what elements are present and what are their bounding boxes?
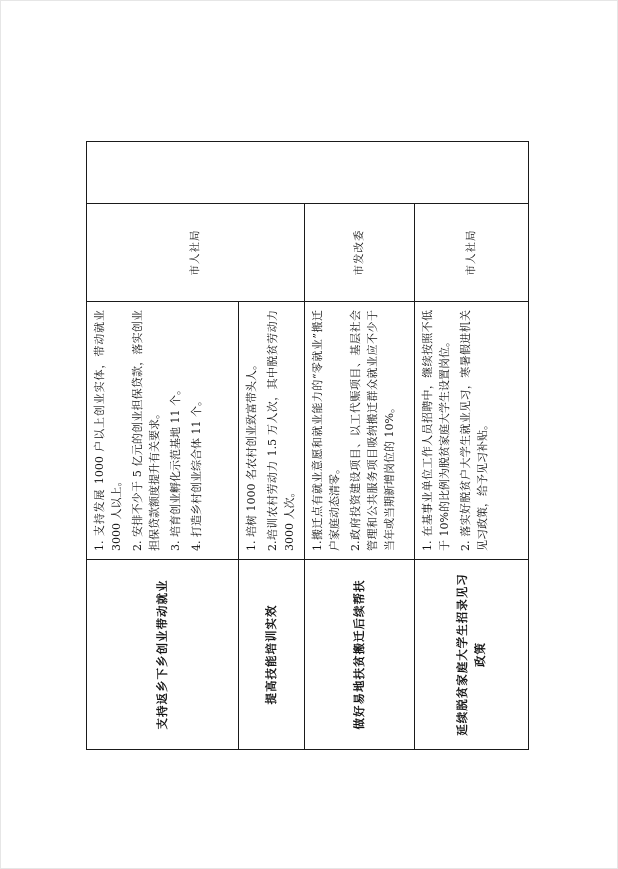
measure-details <box>239 302 305 560</box>
measure-details <box>305 302 415 560</box>
detail-item: 4. 打造乡村创业综合体 11 个。 <box>190 395 204 551</box>
detail-item: 2. 落实好脱贫户大学生就业见习，寒暑假进机关见习政策，给予见习补贴。 <box>459 310 490 551</box>
policy-table <box>86 141 529 750</box>
measure-details <box>87 302 239 560</box>
detail-item: 2.培训农村劳动力 1.5 万人次，其中脱贫劳动力 3000 人次。 <box>266 310 297 551</box>
measure-details <box>415 302 529 560</box>
rotated-table-container <box>86 142 528 750</box>
detail-item: 2. 安排不少于 5 亿元的创业担保贷款，落实创业担保贷款额度提升有关要求。 <box>131 310 162 551</box>
blank-column <box>87 142 529 204</box>
detail-item: 1. 在基事业单位工作人员招聘中，继续按照不低于 10%的比例为脱贫家庭大学生设置岗位。 <box>421 310 452 551</box>
measure-name: 支持返乡下乡创业带动就业 <box>87 560 239 750</box>
measure-name: 做好易地扶贫搬迁后续帮扶 <box>305 560 415 750</box>
responsible-dept: 市人社局 <box>87 204 305 302</box>
table-row <box>415 142 529 750</box>
detail-item: 3. 培育创业孵化示范基地 11 个。 <box>169 384 183 551</box>
table-row <box>87 142 239 750</box>
table-row <box>305 142 415 750</box>
detail-item: 1.搬迁点有就业意愿和就业能力的“零就业”搬迁户家庭动态清零。 <box>311 310 342 551</box>
measure-name: 提高技能培训实效 <box>239 560 305 750</box>
detail-item: 2.政府投资建设项目、以工代赈项目、基层社会管理和公共服务项目吸纳搬迁群众就业应不少于当年或当期新增岗位的 10%。 <box>349 310 397 551</box>
detail-item: 1. 培树 1000 名农村创业致富带头人。 <box>245 359 258 551</box>
measure-name: 延续脱贫家庭大学生招录见习政策 <box>415 560 529 750</box>
responsible-dept: 市发改委 <box>305 204 415 302</box>
detail-item: 1. 支持发展 1000 户以上创业实体，带动就业 3000 人以上。 <box>93 310 124 551</box>
responsible-dept: 市人社局 <box>415 204 529 302</box>
